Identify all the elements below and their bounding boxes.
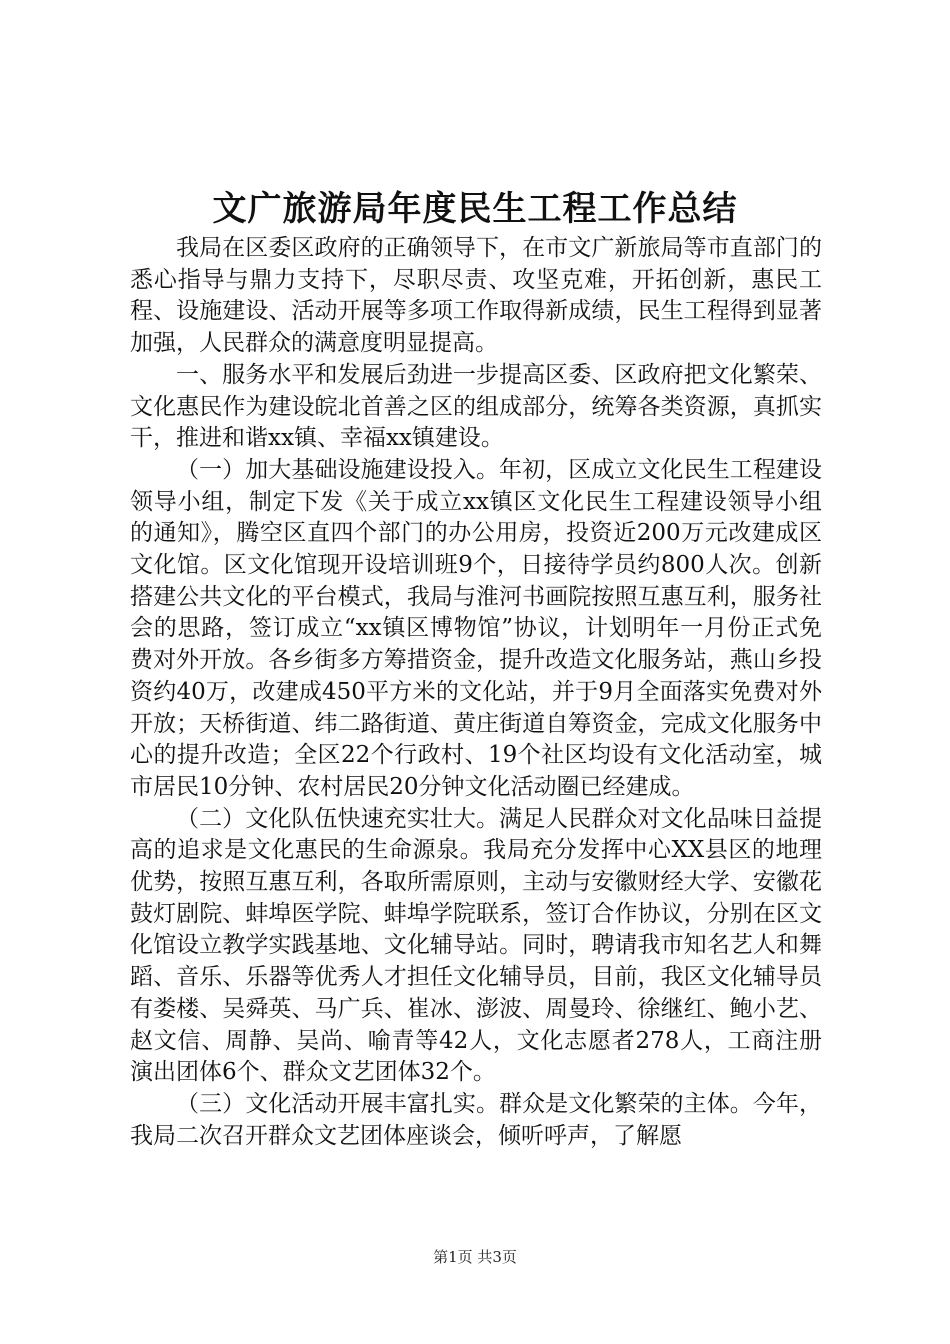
- paragraph-subsection-1: （一）加大基础设施建设投入。年初，区成立文化民生工程建设领导小组，制定下发《关于成立xx镇区文化民生工程建设领导小组的通知》，腾空区直四个部门的办公用房，投资近200万元改建成区文化馆。区文化馆现开设培训班9个，日接待学员约800人次。创新搭建公共文化的平台模式，我局与淮河书画院按照互惠互利，服务社会的思路，签订成立“xx镇区博物馆”协议，计划明年一月份正式免费对外开放。各乡街多方筹措资金，提升改造文化服务站，燕山乡投资约40万，改建成450平方米的文化站，并于9月全面落实免费对外开放；天桥街道、纬二路街道、黄庄街道自筹资金，完成文化服务中心的提升改造；全区22个行政村、19个社区均设有文化活动室，城市居民10分钟、农村居民20分钟文化活动圈已经建成。: [130, 456, 822, 800]
- paragraph-subsection-2: （二）文化队伍快速充实壮大。满足人民群众对文化品味日益提高的追求是文化惠民的生命源泉。我局充分发挥中心XX县区的地理优势，按照互惠互利，各取所需原则，主动与安徽财经大学、安徽花鼓灯剧院、蚌埠医学院、蚌埠学院联系，签订合作协议，分别在区文化馆设立教学实践基地、文化辅导站。同时，聘请我市知名艺人和舞蹈、音乐、乐器等优秀人才担任文化辅导员，目前，我区文化辅导员有娄楼、吴舜英、马广兵、崔冰、澎波、周曼玲、徐继红、鲍小艺、赵文信、周静、吴尚、喻青等42人，文化志愿者278人，工商注册演出团体6个、群众文艺团体32个。: [130, 805, 822, 1086]
- document-body: [130, 233, 822, 1152]
- document-title: 文广旅游局年度民生工程工作总结: [212, 189, 738, 229]
- paragraph-subsection-3: （三）文化活动开展丰富扎实。群众是文化繁荣的主体。今年，我局二次召开群众文艺团体座谈会，倾听呼声，了解愿: [130, 1090, 822, 1149]
- paragraph-section-1: 一、服务水平和发展后劲进一步提高区委、区政府把文化繁荣、文化惠民作为建设皖北首善之区的组成部分，统筹各类资源，真抓实干，推进和谐xx镇、幸福xx镇建设。: [130, 361, 822, 452]
- paragraph-intro: 我局在区委区政府的正确领导下，在市文广新旅局等市直部门的悉心指导与鼎力支持下，尽职尽责、攻坚克难，开拓创新，惠民工程、设施建设、活动开展等多项工作取得新成绩，民生工程得到显著加强，人民群众的满意度明显提高。: [130, 235, 822, 357]
- page-number-footer: 第1页 共3页: [433, 1248, 517, 1266]
